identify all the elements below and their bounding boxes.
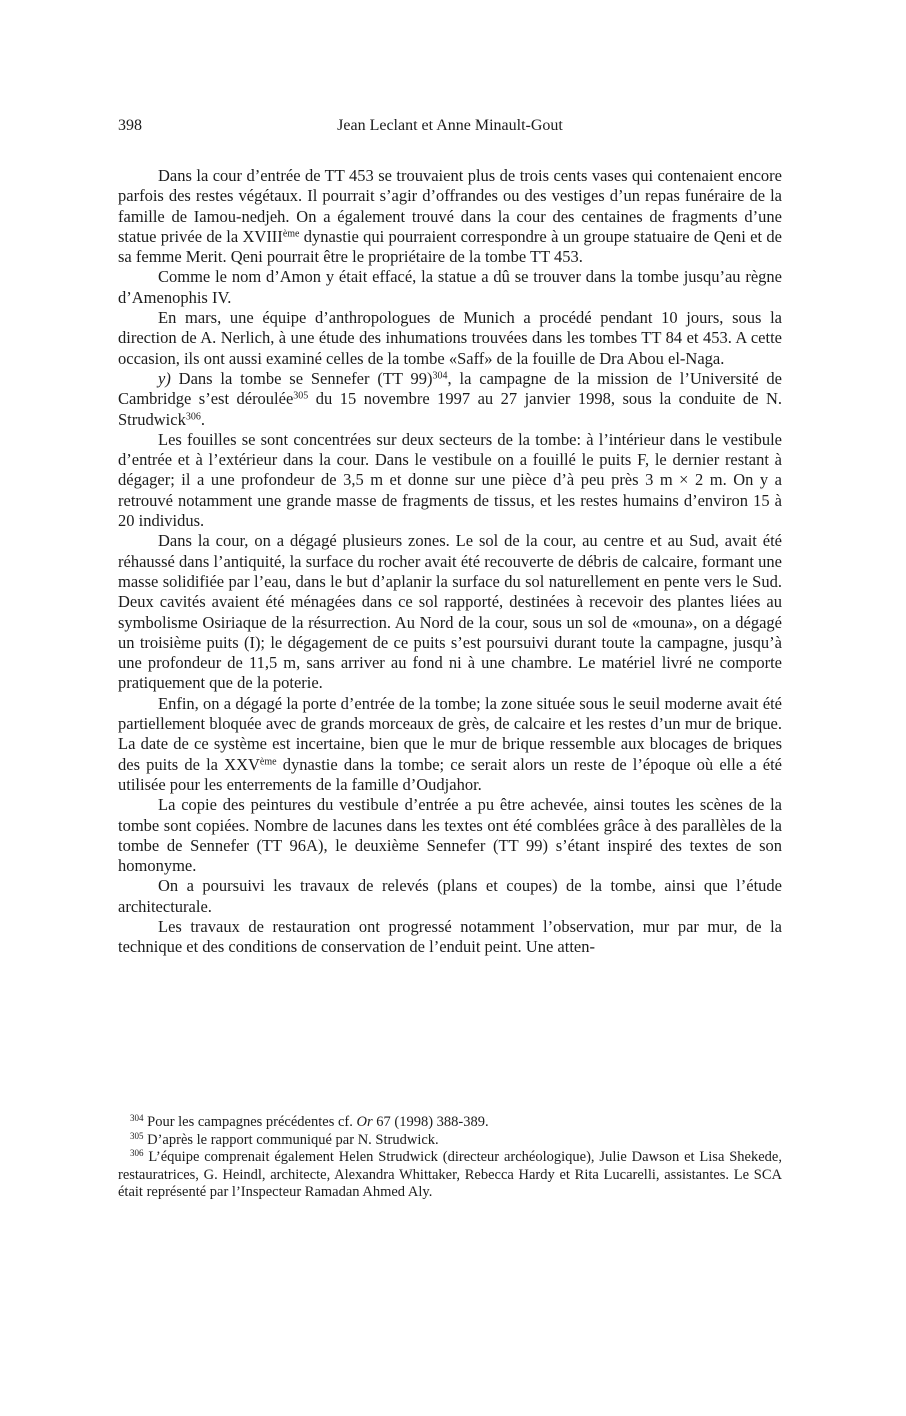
- paragraph-1: Dans la cour d’entrée de TT 453 se trouvaient plus de trois cents vases qui contenaient encore parfois des restes végétaux. Il pourrait s’agir d’offrandes ou des vestiges d’un repas funéraire de la famille de Iamou-nedjeh. On a également trouvé dans la cour des centaines de fragments d’une statue privée de la XVIIIème dynastie qui pourraient correspondre à un groupe statuaire de Qeni et de sa femme Merit. Qeni pourrait être le propriétaire de la tombe TT 453.: [118, 166, 782, 267]
- footnote-304: $^{304}$ Pour les campagnes précédentes cf. Or 67 (1998) 388-389.: [130, 1113, 489, 1130]
- paragraph-8: La copie des peintures du vestibule d’entrée a pu être achevée, ainsi toutes les scènes de la tombe sont copiées. Nombre de lacunes dans les textes ont été comblées grâce à des parallèles de la tombe de Sennefer (TT 96A), le deuxième Sennefer (TT 99) s’étant inspiré des textes de son homonyme.: [118, 795, 782, 876]
- footnote-306: $^{306}$ L’équipe comprenait également Helen Strudwick (directeur archéologique), Julie Dawson et Lisa Shekede, restauratrices, G. Heindl, architecte, Alexandra Whittaker, Rebecca Hardy et Rita Lucarelli, assistantes. Le SCA était représenté par l’Inspecteur Ramadan Ahmed Aly.: [118, 1148, 782, 1201]
- running-head: [118, 117, 782, 139]
- page-number: 398: [118, 117, 142, 134]
- footnote-number: 305: [130, 1130, 144, 1141]
- running-title: Jean Leclant et Anne Minault-Gout: [337, 117, 563, 134]
- superscript: ème: [259, 756, 277, 768]
- main-text: [118, 166, 782, 958]
- paragraph-3: En mars, une équipe d’anthropologues de Munich a procédé pendant 10 jours, sous la direction de A. Nerlich, à une étude des inhumations trouvées dans les tombes TT 84 et 453. A cette occasion, ils ont aussi examiné celles de la tombe «Saff» de la fouille de Dra Abou el-Naga.: [118, 308, 782, 368]
- journal-abbrev: Or: [356, 1114, 373, 1130]
- paragraph-9: On a poursuivi les travaux de relevés (plans et coupes) de la tombe, ainsi que l’étude architecturale.: [118, 876, 782, 916]
- paragraph-2: Comme le nom d’Amon y était effacé, la statue a dû se trouver dans la tombe jusqu’au règne d’Amenophis IV.: [118, 267, 782, 307]
- paragraph-4: y) Dans la tombe se Sennefer (TT 99)$^{304}$, la campagne de la mission de l’Université de Cambridge s’est déroulée$^{305}$ du 15 novembre 1997 au 27 janvier 1998, sous la conduite de N. Strudwick$^{306}$.: [118, 368, 783, 429]
- superscript: ème: [282, 228, 300, 240]
- paragraph-6: Dans la cour, on a dégagé plusieurs zones. Le sol de la cour, au centre et au Sud, avait été réhaussé dans l’antiquité, la surface du rocher avait été recouverte de débris de calcaire, formant une masse solidifiée par l’eau, dans le but d’aplanir la surface du sol naturellement en pente vers le Sud. Deux cavités avaient été ménagées dans ce sol rapporté, destinées à recevoir des plantes liées au symbolisme Osiriaque de la résurrection. Au Nord de la cour, sous un sol de «mouna», on a dégagé un troisième puits (I); le dégagement de ce puits s’est poursuivi durant toute la campagne, jusqu’à une profondeur de 11,5 m, sans arriver au fond ni à une chambre. Le matériel livré ne comporte pratiquement que de la poterie.: [118, 531, 782, 693]
- footnote-number: 306: [130, 1148, 144, 1159]
- footnote-ref-305[interactable]: 305: [293, 390, 309, 402]
- footnotes: [118, 1114, 782, 1202]
- footnote-ref-304[interactable]: 304: [432, 370, 448, 382]
- footnote-305: $^{305}$ D’après le rapport communiqué par N. Strudwick.: [130, 1130, 439, 1148]
- paragraph-10: Les travaux de restauration ont progressé notamment l’observation, mur par mur, de la technique et des conditions de conservation de l’enduit peint. Une atten-: [118, 916, 782, 957]
- paragraph-5: Les fouilles se sont concentrées sur deux secteurs de la tombe: à l’intérieur dans le vestibule d’entrée et à l’extérieur dans la cour. Dans le vestibule on a fouillé le puits F, le dernier restant à dégager; il a une profondeur de 3,5 m et donne sur une pièce d’à peu près 3 m × 2 m. On y a retrouvé notamment une grande masse de fragments de tissus, et les restes humains d’environ 15 à 20 individus.: [118, 429, 782, 531]
- footnote-number: 304: [130, 1113, 144, 1124]
- paragraph-7: Enfin, on a dégagé la porte d’entrée de la tombe; la zone située sous le seuil moderne avait été partiellement bloquée avec de grands morceaux de grès, de calcaire et les restes d’un mur de brique. La date de ce système est incertaine, bien que le mur de brique ressemble aux blocages de briques des puits de la XXVème dynastie dans la tombe; ce serait alors un reste de l’époque où elle a été utilisée pour les enterrements de la famille d’Oudjahor.: [118, 693, 782, 794]
- section-marker: y): [158, 368, 171, 388]
- footnote-ref-306[interactable]: 306: [185, 411, 201, 423]
